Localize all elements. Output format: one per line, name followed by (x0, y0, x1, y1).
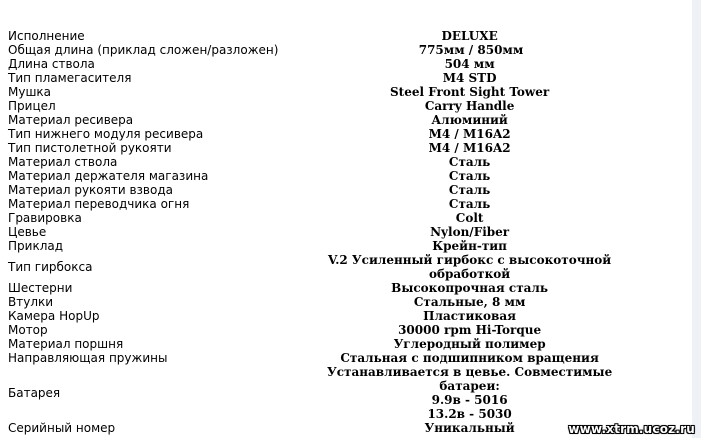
spec-label: Материал держателя магазина (8, 169, 209, 183)
right-sidebar-strip (692, 0, 701, 438)
spec-row (0, 239, 692, 253)
spec-value (247, 29, 692, 43)
spec-value-line: 775мм / 850мм (418, 43, 524, 57)
spec-value-line: M4 STD (442, 71, 497, 85)
spec-label: Тип пистолетной рукояти (8, 141, 172, 155)
spec-label: Гравировка (8, 211, 82, 225)
spec-label: Общая длина (приклад сложен/разложен) (8, 43, 279, 57)
spec-label: Батарея (8, 386, 61, 400)
spec-value-line: Сталь (448, 183, 491, 197)
spec-row (0, 85, 692, 99)
spec-value-line: Пластиковая (423, 309, 517, 323)
spec-label: Материал ствола (8, 155, 118, 169)
spec-value-line: Сталь (448, 197, 491, 211)
spec-label: Исполнение (8, 29, 85, 43)
spec-value (247, 141, 692, 155)
spec-value-line: Высокопрочная сталь (391, 281, 549, 295)
spec-label: Цевье (8, 225, 47, 239)
spec-value (247, 155, 692, 169)
spec-value (247, 323, 692, 337)
spec-value (247, 127, 692, 141)
spec-row (0, 29, 692, 43)
spec-value (247, 169, 692, 183)
spec-value-line: Steel Front Sight Tower (390, 85, 550, 99)
spec-row (0, 337, 692, 351)
spec-label: Материал ресивера (8, 113, 134, 127)
spec-row (0, 295, 692, 309)
spec-row (0, 57, 692, 71)
spec-label: Приклад (8, 239, 64, 253)
spec-row (0, 141, 692, 155)
spec-value-line: 504 мм (444, 57, 495, 71)
spec-row (0, 253, 692, 281)
spec-label: Материал поршня (8, 337, 124, 351)
spec-label: Мушка (8, 85, 52, 99)
spec-label: Длина ствола (8, 57, 95, 71)
spec-row (0, 365, 692, 421)
spec-label: Тип гирбокса (8, 260, 93, 274)
spec-value (247, 309, 692, 323)
spec-row (0, 225, 692, 239)
spec-value-line: 13.2в - 5030 (427, 407, 512, 421)
spec-value-line: 9.9в - 5016 (431, 393, 508, 407)
spec-value (250, 43, 692, 57)
spec-row (0, 155, 692, 169)
spec-value-line: Nylon/Fiber (430, 225, 510, 239)
spec-row (0, 43, 692, 57)
spec-value (247, 183, 692, 197)
spec-value (247, 295, 692, 309)
spec-value (247, 57, 692, 71)
spec-value-line: Устанавливается в цевье. Совместимые (326, 365, 613, 379)
spec-row (0, 113, 692, 127)
spec-value-line: обработкой (429, 267, 511, 281)
spec-value-line: Carry Handle (424, 99, 515, 113)
watermark: www.xtrm.ucoz.ru (568, 422, 695, 436)
spec-label: Материал рукояти взвода (8, 183, 173, 197)
spec-label: Серийный номер (8, 421, 116, 435)
spec-value (247, 71, 692, 85)
spec-value (247, 225, 692, 239)
spec-label: Прицел (8, 99, 56, 113)
spec-value (247, 85, 692, 99)
spec-value (247, 337, 692, 351)
spec-row (0, 169, 692, 183)
spec-value-line: Colt (455, 211, 484, 225)
spec-row (0, 127, 692, 141)
spec-label: Тип нижнего модуля ресивера (8, 127, 204, 141)
spec-value-line: Сталь (448, 169, 491, 183)
spec-row (0, 197, 692, 211)
spec-value-line: Стальные, 8 мм (413, 295, 526, 309)
spec-label: Втулки (8, 295, 54, 309)
spec-value (247, 211, 692, 225)
spec-label: Шестерни (8, 281, 73, 295)
spec-label: Камера HopUp (8, 309, 100, 323)
spec-value (247, 281, 692, 295)
spec-value (247, 197, 692, 211)
spec-row (0, 71, 692, 85)
spec-value (247, 253, 692, 281)
spec-value-line: 30000 rpm Hi-Torque (398, 323, 542, 337)
spec-value-line: Сталь (448, 155, 491, 169)
spec-row (0, 183, 692, 197)
spec-value-line: Крейн-тип (432, 239, 507, 253)
spec-value-line: DELUXE (441, 29, 498, 43)
spec-row (0, 211, 692, 225)
spec-row (0, 309, 692, 323)
spec-value-line: Алюминий (431, 113, 508, 127)
spec-value-line: Углеродный полимер (393, 337, 546, 351)
spec-value (247, 113, 692, 127)
spec-value (247, 99, 692, 113)
spec-value-line: V.2 Усиленный гирбокс с высокоточной (328, 253, 612, 267)
spec-row (0, 281, 692, 295)
spec-label: Направляющая пружины (8, 351, 168, 365)
spec-row (0, 99, 692, 113)
spec-row (0, 323, 692, 337)
spec-table (0, 29, 692, 435)
spec-value-line: Стальная с подшипником вращения (340, 351, 599, 365)
spec-value-line: батареи: (439, 379, 500, 393)
spec-label: Мотор (8, 323, 48, 337)
spec-label: Материал переводчика огня (8, 197, 190, 211)
spec-value (247, 365, 692, 421)
spec-value-line: M4 / M16A2 (428, 141, 511, 155)
spec-row (0, 351, 692, 365)
spec-value (247, 351, 692, 365)
spec-value-line: M4 / M16A2 (428, 127, 511, 141)
spec-value (247, 239, 692, 253)
spec-value-line: Уникальный (424, 421, 515, 435)
spec-label: Тип пламегасителя (8, 71, 132, 85)
